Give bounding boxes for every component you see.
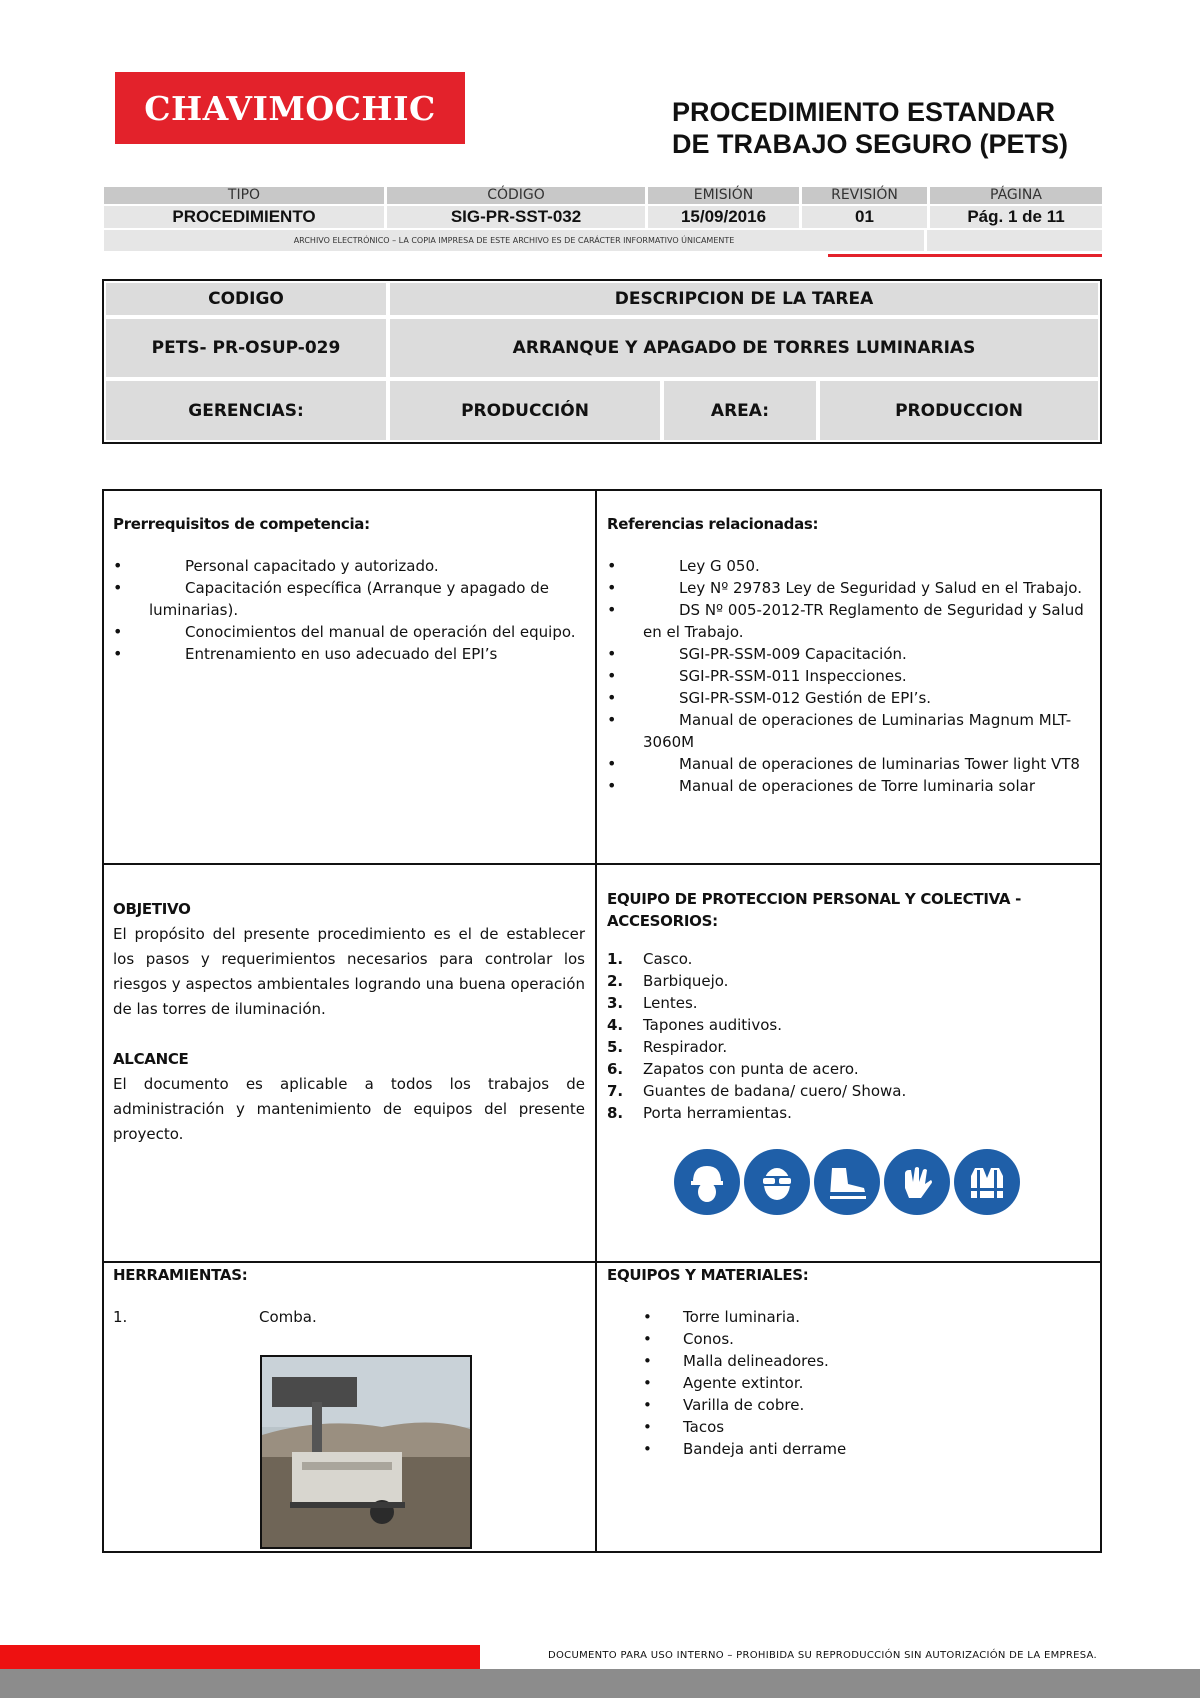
logo-text: CHAVIMOCHIC — [144, 88, 436, 128]
ppe-icons — [674, 1149, 1024, 1215]
meta-value-revision: 01 — [802, 206, 927, 228]
meta-label-revision: REVISIÓN — [802, 187, 927, 204]
prerequisites-title: Prerrequisitos de competencia: — [113, 515, 370, 533]
safety-vest-icon — [954, 1149, 1020, 1215]
company-logo — [115, 72, 465, 144]
list-item: 4. Tapones auditivos. — [607, 1016, 782, 1034]
list-item: • DS Nº 005-2012-TR Reglamento de Seguridad y Salud en el Trabajo. — [607, 599, 1089, 643]
list-item: • Conos. — [643, 1328, 1089, 1350]
task-table — [102, 279, 1102, 444]
area-label: AREA: — [664, 381, 816, 440]
prerequisites-list — [113, 555, 585, 665]
list-item: 5. Respirador. — [607, 1038, 728, 1056]
meta-value-pagina: Pág. 1 de 11 — [930, 206, 1102, 228]
tools-section — [113, 1264, 585, 1328]
area-value: PRODUCCION — [820, 381, 1098, 440]
list-item: • Agente extintor. — [643, 1372, 1089, 1394]
list-item: • SGI-PR-SSM-009 Capacitación. — [607, 643, 1089, 665]
list-item: • Manual de operaciones de Luminarias Magnum MLT-3060M — [607, 709, 1089, 753]
row-divider-2 — [102, 1261, 1102, 1263]
task-description: ARRANQUE Y APAGADO DE TORRES LUMINARIAS — [390, 319, 1098, 377]
tools-title: HERRAMIENTAS: — [113, 1266, 248, 1284]
ppe-title: EQUIPO DE PROTECCION PERSONAL Y COLECTIVA - ACCESORIOS: — [607, 890, 1022, 930]
objective-text: El propósito del presente procedimiento es el de establecer los pasos y requerimientos necesarios para controlar los riesgos y aspectos ambientales logrando una buena operación de las torres de iluminación. — [113, 925, 585, 1018]
list-item: • Conocimientos del manual de operación del equipo. — [113, 621, 585, 643]
gerencias-value: PRODUCCIÓN — [390, 381, 660, 440]
objective-scope-section — [113, 897, 585, 1147]
footer-notice: DOCUMENTO PARA USO INTERNO – PROHIBIDA SU REPRODUCCIÓN SIN AUTORIZACIÓN DE LA EMPRESA. — [548, 1650, 1097, 1661]
safety-boot-icon — [814, 1149, 880, 1215]
references-section — [607, 513, 1089, 797]
scope-text: El documento es aplicable a todos los trabajos de administración y mantenimiento de equipos del presente proyecto. — [113, 1075, 585, 1143]
list-item: • Ley Nº 29783 Ley de Seguridad y Salud en el Trabajo. — [607, 577, 1089, 599]
list-item: • Bandeja anti derrame — [643, 1438, 1089, 1460]
equipment-list — [643, 1306, 1089, 1460]
list-item: • Capacitación específica (Arranque y apagado de luminarias). — [113, 577, 585, 621]
list-item: • Torre luminaria. — [643, 1306, 1089, 1328]
descripcion-header: DESCRIPCION DE LA TAREA — [390, 283, 1098, 315]
footer-gray-bar — [0, 1669, 1200, 1698]
meta-value-emision: 15/09/2016 — [648, 206, 799, 228]
helmet-icon — [674, 1149, 740, 1215]
list-item: 8. Porta herramientas. — [607, 1104, 792, 1122]
title-line-2: DE TRABAJO SEGURO (PETS) — [672, 129, 1069, 159]
list-item: 1. Comba. — [113, 1308, 317, 1326]
list-item: • Personal capacitado y autorizado. — [113, 555, 585, 577]
meta-value-tipo: PROCEDIMIENTO — [104, 206, 384, 228]
row-divider-1 — [102, 863, 1102, 865]
equipment-title: EQUIPOS Y MATERIALES: — [607, 1266, 809, 1284]
list-item: 3. Lentes. — [607, 994, 698, 1012]
ppe-list — [607, 948, 1089, 1124]
electronic-file-note: ARCHIVO ELECTRÓNICO – LA COPIA IMPRESA DE ESTE ARCHIVO ES DE CARÁCTER INFORMATIVO ÚNICAMENTE — [104, 230, 924, 251]
meta-value-codigo: SIG-PR-SST-032 — [387, 206, 645, 228]
meta-label-codigo: CÓDIGO — [387, 187, 645, 204]
scope-title: ALCANCE — [113, 1050, 189, 1068]
list-item: 6. Zapatos con punta de acero. — [607, 1060, 859, 1078]
meta-blank-cell — [927, 230, 1102, 251]
list-item: • Manual de operaciones de Torre luminaria solar — [607, 775, 1089, 797]
red-divider — [828, 254, 1102, 257]
title-line-1: PROCEDIMIENTO ESTANDAR — [672, 97, 1056, 127]
ppe-section — [607, 888, 1089, 1124]
codigo-header: CODIGO — [106, 283, 386, 315]
meta-label-tipo: TIPO — [104, 187, 384, 204]
document-meta-table — [104, 187, 1102, 251]
prerequisites-section — [113, 513, 585, 665]
references-list — [607, 555, 1089, 797]
document-title — [672, 96, 1092, 160]
list-item: • Ley G 050. — [607, 555, 1089, 577]
gerencias-label: GERENCIAS: — [106, 381, 386, 440]
column-divider — [595, 489, 597, 1553]
list-item: 1. Casco. — [607, 950, 693, 968]
list-item: • Entrenamiento en uso adecuado del EPI’s — [113, 643, 585, 665]
light-tower-photo — [260, 1355, 472, 1549]
goggles-icon — [744, 1149, 810, 1215]
list-item: • Varilla de cobre. — [643, 1394, 1089, 1416]
footer-red-bar — [0, 1645, 480, 1669]
meta-label-emision: EMISIÓN — [648, 187, 799, 204]
references-title: Referencias relacionadas: — [607, 515, 819, 533]
list-item: 2. Barbiquejo. — [607, 972, 729, 990]
list-item: • SGI-PR-SSM-011 Inspecciones. — [607, 665, 1089, 687]
objective-title: OBJETIVO — [113, 900, 191, 918]
list-item: • SGI-PR-SSM-012 Gestión de EPI’s. — [607, 687, 1089, 709]
meta-label-pagina: PÁGINA — [930, 187, 1102, 204]
task-code: PETS- PR-OSUP-029 — [106, 319, 386, 377]
list-item: • Malla delineadores. — [643, 1350, 1089, 1372]
list-item: • Tacos — [643, 1416, 1089, 1438]
gloves-icon — [884, 1149, 950, 1215]
list-item: • Manual de operaciones de luminarias Tower light VT8 — [607, 753, 1089, 775]
list-item: 7. Guantes de badana/ cuero/ Showa. — [607, 1082, 907, 1100]
equipment-section — [607, 1264, 1089, 1460]
